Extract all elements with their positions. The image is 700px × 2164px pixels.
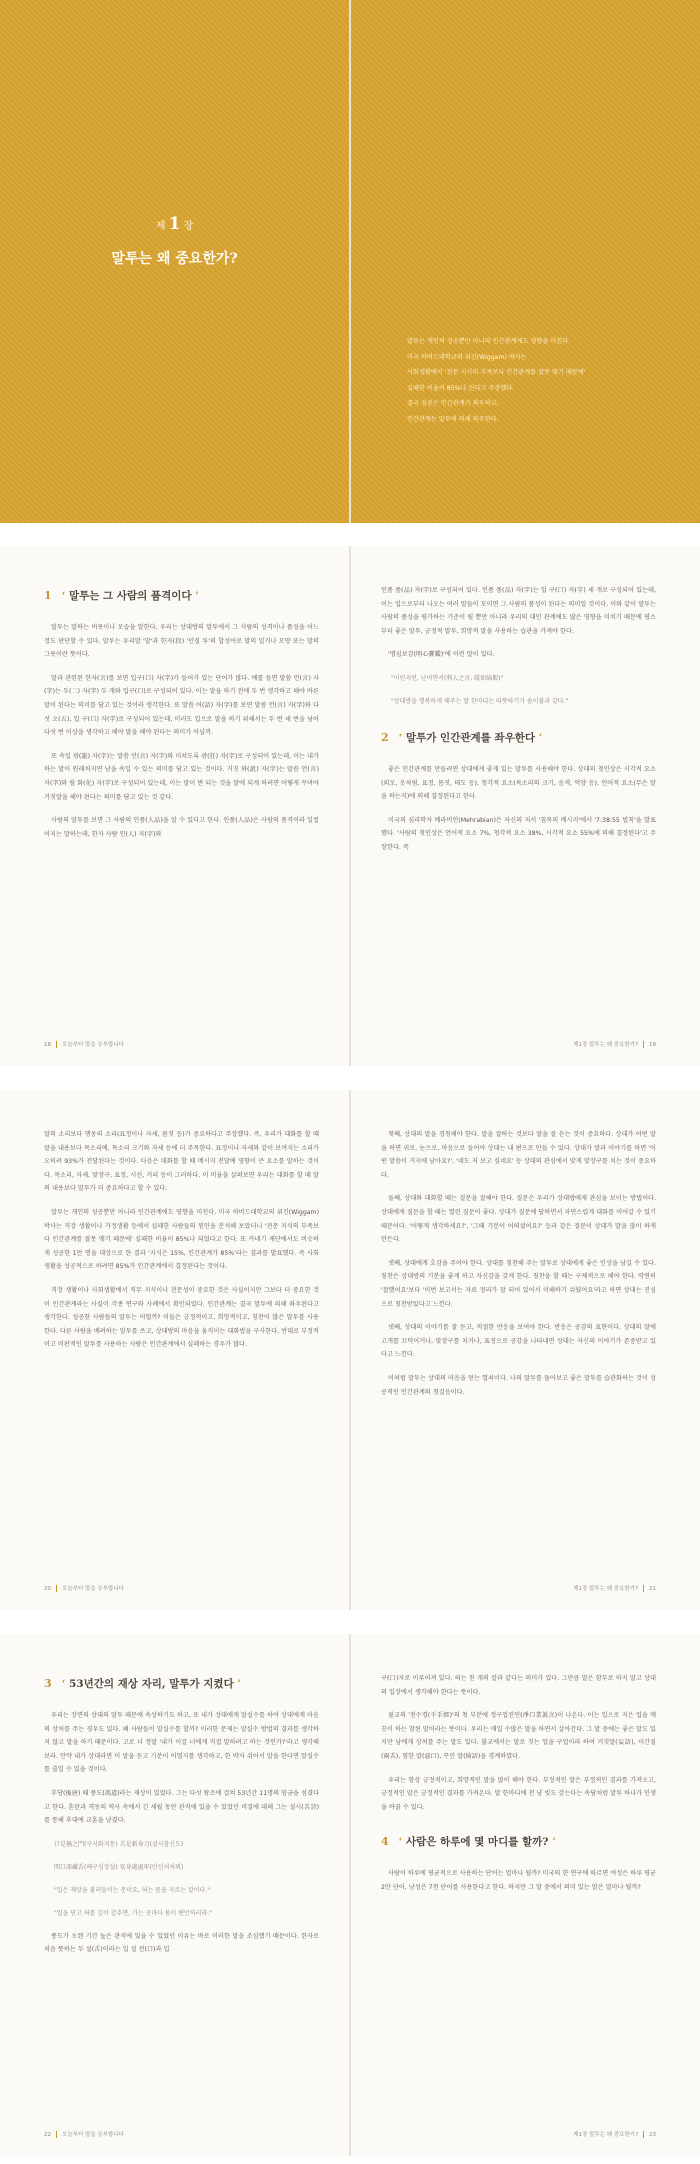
intro-line: 말투는 개인의 성공뿐만 아니라 인간관계에도 영향을 미친다.	[407, 338, 571, 345]
section-title: 말투가 인간관계를 좌우한다	[405, 731, 535, 744]
quote-chinese: 口是禍之門(구시화지문) 舌是斬身刀(설시참신도)	[54, 1840, 184, 1848]
paragraph: 넷째, 상대의 이야기를 잘 듣고, 적절한 반응을 보여야 한다. 반응은 공감의 표현이다. 상대의 말에 고개를 끄덕이거나, 맞장구를 치거나, 표정으로 공감을 나타내면 상대는 자신의 이야기가 존중받고 있다고 느낀다.	[381, 1324, 656, 1359]
chapter-intro	[407, 334, 657, 428]
section-title: 53년간의 재상 자리, 말투가 지켰다	[68, 1678, 234, 1690]
paragraph: 이처럼 말투는 상대의 마음을 얻는 열쇠이다. 나의 말투를 돌아보고 좋은 말투를 습관화하는 것이 성공적인 인간관계의 첫걸음이다.	[381, 1374, 656, 1396]
paragraph: 직장 생활이나 사회생활에서 직무 지식이나 전문성이 중요한 것은 사실이지만 그보다 더 중요한 것이 인간관계라는 사실이 각종 연구와 사례에서 확인되었다. 인간관계는 결국 말투에 의해 좌우된다고 생각한다. 성공한 사람들의 말투는 어떨까? 이들은 긍정적이고, 희망적이고, 칭찬이 많은 말투를 사용한다. 다른 사람을 배려하는 말투를 쓰고, 상대방의 마음을 움직이는 대화법을 구사한다. 반대로 부정적이고 비판적인 말투를 사용하는 사람은 인간관계에서 실패하는 경우가 많다.	[44, 1286, 319, 1349]
paragraph: 둘째, 상대와 대화할 때는 질문을 잘해야 한다. 질문은 우리가 상대방에게 관심을 보이는 방법이다. 상대에게 질문을 할 때는 열린 질문이 좋다. 상대가 질문에 답하면서 자연스럽게 대화를 이어갈 수 있기 때문이다. '어떻게 생각하세요?', '그때 기분이 어떠셨어요?' 등과 같은 질문이 상대가 말을 많이 하게 만든다.	[381, 1195, 656, 1244]
running-title: 제1장 말투는 왜 중요한가?	[573, 2132, 638, 2138]
paragraph: 말투는 말하는 버릇이나 모습을 말한다. 우리는 상대방의 말투에서 그 사람의 성격이나 품성을 어느 정도 판단할 수 있다. 말투는 우리말 '말'과 한자(投) '던질 투'의 합성어로 말의 일거나 모양 또는 말의 그릇이란 뜻이다.	[44, 624, 319, 659]
running-title: 제1장 말투는 왜 중요한가?	[573, 1042, 638, 1048]
page-18	[0, 546, 349, 1066]
chapter-suffix: 장	[183, 221, 194, 232]
paragraph: 후당(後唐) 때 풍도(馮道)라는 재상이 있었다. 그는 다섯 왕조에 걸쳐 53년간 11명의 임금을 섬겼다고 한다. 혼란과 격동의 역사 속에서 긴 세월 동안 관직에 있을 수 있었던 비결에 대해 그는 설시(舌詩)를 통해 후대에 교훈을 남겼다.	[44, 1789, 319, 1825]
page-23	[351, 1634, 700, 2156]
paragraph: 말투는 개인의 성공뿐만 아니라 인간관계에도 영향을 미친다. 미국 하버드대학교의 위긴(Wiggam) 박사는 직장 생활이나 가정생활 등에서 실패한 사람들의 원인을 분석해 보았더니 '전문 지식의 부족보다 인간관계를 잘못 맺기 때문에' 실패한 비율이 85%나 되었다고 한다. 또 카네기 재단에서도 비슷하게 성공한 1만 명을 대상으로 한 결과 '지식은 15%, 인간관계가 85%'라는 결과를 발표했다. 즉 사회 생활을 성공적으로 하려면 85%가 인간관계에서 결정된다는 것이다.	[44, 1208, 319, 1271]
page-19	[351, 546, 700, 1066]
section-heading: 1 ‘ 말투는 그 사람의 품격이다 ’	[44, 589, 199, 602]
page-21	[351, 1090, 700, 1610]
page-22	[0, 1634, 349, 2156]
section-heading: 4 ‘ 사람은 하루에 몇 마디를 할까? ’	[381, 1835, 556, 1849]
paragraph: '명심보감(明心寶鑑)'에 이런 말이 있다.	[388, 651, 495, 659]
page-footer	[573, 1584, 656, 1592]
chapter-label	[0, 214, 349, 234]
page-left	[0, 0, 349, 523]
paragraph: 첫째, 상대의 말을 경청해야 한다. 말을 잘하는 것보다 말을 잘 듣는 것이 중요하다. 상대가 어떤 말을 하면 귀로, 눈으로, 마음으로 들어야 상대는 내 편으로 만들 수 있다. 상대가 말과 이야기를 하면 '어떤 말씀이 거지에 남아요?', '네도 저 보고 싶네요' 등 상대의 관심에서 맞게 맞장구를 치는 것이 중요하다.	[381, 1131, 656, 1179]
paragraph: 인품 품(品) 자(字)로 구성되어 있다. 인품 품(品) 자(字)는 입 구(口) 자(字) 세 개로 구성되어 있는데, 이는 입으로부터 나오는 여러 말들이 모이면 그 사람의 품성이 된다는 의미일 것이다. 이와 같이 말투는 사람의 품성을 평가하는 기준이 될 뿐만 아니라 우리의 대인 관계에도 많은 영향을 미치기 때문에 평소부터 좋은 말투, 긍정적 말투, 희망적 말을 사용하는 습관을 가져야 한다.	[381, 587, 656, 635]
quote-korean: "입을 닫고 혀를 깊이 감추면, 가는 곳마다 몸이 편안하리라."	[54, 1909, 212, 1917]
paragraph: 셋째, 상대에게 호감을 주어야 한다. 상대를 칭찬해 주는 말투로 상대에게 좋은 인상을 남길 수 있다. 칭찬은 상대방의 기분을 좋게 하고 자신감을 갖게 한다. 칭찬을 할 때는 구체적으로 해야 한다. 막연히 '잘했어요'보다 '이번 보고서는 자료 정리가 잘 되어 있어서 이해하기 쉬웠어요'라고 하면 상대는 진심으로 칭찬받았다고 느낀다.	[381, 1259, 656, 1308]
section-number: 3	[44, 1677, 52, 1690]
intro-line: 결국 성공은 인간관계가 좌우하고,	[407, 400, 499, 408]
paragraph: 미국의 심리학자 메라비언(Mehrabian)은 자신의 저서 '침묵의 메시지'에서 '7:38:55 법칙'을 발표했다. '사람의 첫인상은 언어적 요소 7%, 청각적 요소 38%, 시각적 요소 55%에 의해 결정된다'고 주장한다. 즉	[381, 816, 656, 851]
running-title: 제1장 말투는 왜 중요한가?	[573, 1586, 638, 1592]
quote-chinese: 閉口深藏舌(폐구심장설) 安身處處牢(안신처처뢰)	[54, 1863, 184, 1871]
paragraph: 우리는 장면의 상대의 말투 때문에 속상하기도 하고, 또 내가 상대에게 말실수를 하여 상대에게 마음의 상처를 주는 경우도 있다. 왜 사람들이 말실수를 할까? 이러한 문제는 말실수 방법의 결과를 생각하지 않고 말을 하기 때문이다. 고로 너 정말 '내가 이걸 너에게 직접 말하려고 하는 것인가?'라고 생각해 보라. 만약 내가 상대라면 이 말을 듣고 기분이 어떨지를 생각하고, 한 박자 쉬어서 말을 한다면 말실수를 줄일 수 있을 것이다.	[44, 1712, 319, 1774]
paragraph: 우리는 항상 긍정적이고, 희망적인 말을 많이 해야 한다. 부정적인 말은 부정적인 결과를 가져오고, 긍정적인 말은 긍정적인 결과를 가져온다. 말 한마디에 천 냥 빚도 갚는다는 속담처럼 말투 하나가 인생을 바꿀 수 있다.	[381, 1776, 656, 1811]
section-heading: 3 ‘ 53년간의 재상 자리, 말투가 지켰다 ’	[44, 1677, 242, 1690]
paragraph: 사람이 하루에 평균적으로 사용하는 단어는 얼마나 될까? 미국의 한 연구에 따르면 여성은 하루 평균 2만 단어, 남성은 7천 단어를 사용한다고 한다. 하지만 그 말 중에서 의미 있는 말은 얼마나 될까?	[381, 1870, 656, 1891]
section-number: 4	[381, 1835, 389, 1849]
spread-pages-18-19	[0, 546, 700, 1066]
intro-line: 미국 하버드대학교의 위긴(Wiggam) 박사는	[407, 353, 527, 361]
paragraph: 말의 소리보다 행동의 소리(표정이나 자세, 몸짓 등)가 중요하다고 주장했다. 즉, 우리가 대화를 할 때 말을 내용보다 목소리에, 목소리 크기와 자세 등에 더 주목한다. 표정이나 자세와 같이 보여지는 소리가 오히려 93%가 전달된다는 것이다. 다음은 대화를 할 때 메시지 전달에 영향이 큰 요소를 말하는 것이다. 목소리, 자세, 맞장구, 표정, 시선, 거리 등이 그러하다. 이 비율을 살펴보면 우리는 대화를 할 때 말의 내용보다 말투가 더 중요하다고 할 수 있다.	[44, 1131, 319, 1193]
quote: "상대방을 행복하게 해주는 말 한마디는 따뜻하기가 솜이불과 같다."	[391, 697, 569, 705]
page-footer	[44, 1584, 124, 1592]
page-number: 21	[649, 1586, 656, 1592]
section-number: 1	[44, 589, 52, 602]
intro-line: 실패한 비율이 85%나 된다고 주장했다.	[407, 384, 515, 392]
paragraph: 사람의 말투를 보면 그 사람의 인품(人品)을 알 수 있다고 한다. 인품(人品)은 사람의 품격이라 일컬어지는 말하는데, 한자 사람 인(人) 자(字)와	[44, 817, 319, 838]
intro-line: 인간관계는 말투에 의해 좌우된다.	[407, 415, 499, 423]
paragraph: 불교의 '천수경(千手經)'의 첫 부분에 정구업진언(淨口業眞言)이 나온다. 이는 입으로 지은 업을 깨끗이 하는 참된 말이라는 뜻이다. 우리는 매일 수많은 말을 하면서 살아간다. 그 말 중에는 좋은 말도 있지만 남에게 상처를 주는 말도 있다. 불교에서는 말로 짓는 업을 구업이라 하여 거짓말(妄語), 이간질(兩舌), 험한 말(惡口), 꾸민 말(綺語)을 경계하였다.	[381, 1712, 656, 1760]
paragraph: 또 속일 광(誑) 자(字)는 말씀 언(言) 자(字)와 미쳐도록 광(狂) 자(字)로 구성되어 있는데, 이는 내가 하는 말이 원래처지면 남을 속일 수 있는 의미를 담고 있는 것이다. 거짓 와(訛) 자(字)는 말씀 언(言) 자(字)와 될 화(化) 자(字)로 구성되어 있는데, 이는 말이 변 되는 것을 말에 되게 하려면 어떻게 꾸며야 거짓말을 해야 된다는 의미를 담고 있는 것 같다.	[44, 752, 319, 801]
running-title: 오늘부터 말을 공부합니다	[62, 1586, 124, 1592]
page-number: 18	[44, 1042, 51, 1048]
intro-line: 사회생활에서 '전문 지식의 부족보다 인간관계를 잘못 맺기 때문에'	[407, 369, 586, 377]
paragraph: 말과 관련된 한자(言)를 보면 입구(口) 자(字)가 들어가 있는 단어가 많다. 예를 들면 말씀 언(言) 자(字)는 두(二) 자(字) 두 개와 입구(口)로 구성되어 있다. 이는 말을 하기 전에 두 번 생각하고 해야 바른 말이 된다는 의미를 담고 있는 것이라 생각한다. 또 말씀 어(語) 자(字)를 보면 말씀 언(言) 자(字)와 다섯 오(五), 입 구(口) 자(字)로 구성되어 있는데, 이러도 입으로 말을 하기 위해서는 두 번 세 번을 넘어 다섯 번 이상을 생각하고 해야 말을 해야 된다는 의미가 아닐까.	[44, 674, 319, 737]
page-right	[351, 0, 700, 523]
spread-pages-22-23	[0, 1634, 700, 2156]
spread-pages-20-21	[0, 1090, 700, 1610]
page-number: 20	[44, 1586, 51, 1592]
section-number: 2	[381, 730, 389, 744]
page-footer	[573, 2130, 656, 2138]
paragraph: 풍도가 오랜 기간 높은 관직에 있을 수 있었던 이유는 바로 이러한 말을 조심했기 때문이다. 한자로 처음 뜻하는 두 설(舌)이라는 입 설 전(口)과 입	[44, 1932, 319, 1954]
page-number: 23	[649, 2132, 656, 2138]
page-number: 22	[44, 2132, 51, 2138]
page-footer	[44, 2130, 124, 2138]
quote: "이인지언, 난여면서(利人之言, 暖如綿絮)"	[391, 674, 504, 682]
section-title: 사람은 하루에 몇 마디를 할까?	[405, 1836, 549, 1849]
quote-korean: "입은 재앙을 불러들이는 문이요, 혀는 몸을 자르는 칼이다."	[54, 1886, 210, 1894]
page-number: 19	[649, 1042, 656, 1048]
section-title: 말투는 그 사람의 품격이다	[68, 590, 192, 602]
spread-chapter-opener	[0, 0, 700, 523]
paragraph: 구(口)자로 이루어져 있다. 혀는 천 개의 칼과 같다는 의미가 있다. 그만큼 말은 함부로 하지 말고 상대의 입장에서 생각해야 한다는 뜻이다.	[381, 1675, 656, 1696]
page-20	[0, 1090, 349, 1610]
page-footer	[573, 1040, 656, 1048]
chapter-prefix: 제	[155, 221, 166, 232]
chapter-number: 1	[168, 214, 181, 234]
running-title: 오늘부터 말을 공부합니다	[62, 1042, 124, 1048]
section-heading: 2 ‘ 말투가 인간관계를 좌우한다 ’	[381, 730, 543, 744]
page-footer	[44, 1040, 124, 1048]
paragraph: 좋은 인간관계를 만들려면 상대에게 좋게 있는 말투를 사용해야 한다. 상대의 첫인상은 시각적 요소(외모, 옷차림, 표정, 몸짓, 태도 등), 청각적 요소(목소리의 크기, 음색, 억양 등), 언어적 요소(무슨 말을 하는지)에 의해 결정된다고 한다.	[381, 765, 656, 801]
running-title: 오늘부터 말을 공부합니다	[62, 2132, 124, 2138]
chapter-title: 말투는 왜 중요한가?	[111, 251, 238, 267]
